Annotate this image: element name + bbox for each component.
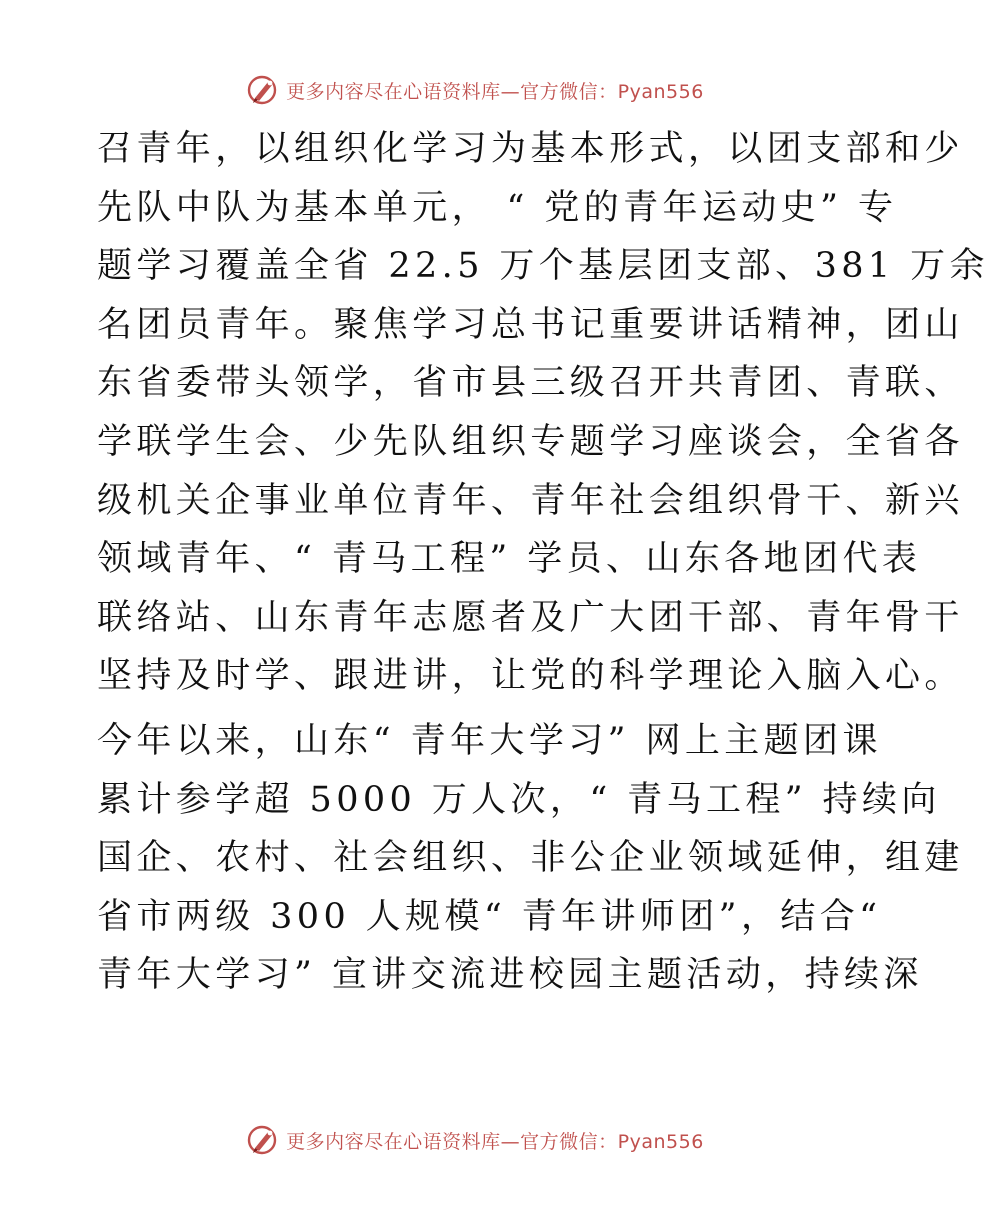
text-line: 先队中队为基本单元， “ 党的青年运动史” 专 <box>97 187 898 228</box>
paragraph-1 <box>97 120 989 706</box>
text-line: 联络站、山东青年志愿者及广大团干部、青年骨干 <box>97 597 964 638</box>
text-line: 领域青年、“ 青马工程” 学员、山东各地团代表 <box>97 539 922 580</box>
document-body <box>97 120 989 1005</box>
text-line: 省市两级 300 人规模“ 青年讲师团”，结合“ <box>97 896 882 937</box>
text-line: 国企、农村、社会组织、非公企业领域延伸，组建 <box>97 838 964 879</box>
footer-contact: 官方微信：Pyan556 <box>520 1130 704 1153</box>
text-line: 名团员青年。聚焦学习总书记重要讲话精神，团山 <box>97 304 964 345</box>
text-line: 题学习覆盖全省 22.5 万个基层团支部、381 万余 <box>97 246 989 287</box>
text-line: 坚持及时学、跟进讲，让党的科学理论入脑入心。 <box>97 656 964 697</box>
header-banner <box>0 70 950 110</box>
text-line: 东省委带头领学，省市县三级召开共青团、青联、 <box>97 363 964 404</box>
header-dash: — <box>500 80 521 103</box>
text-line: 今年以来，山东“ 青年大学习” 网上主题团课 <box>97 720 882 761</box>
pen-logo-icon <box>246 73 280 107</box>
footer-banner-text <box>286 1127 704 1154</box>
header-contact: 官方微信：Pyan556 <box>520 80 704 103</box>
footer-banner <box>0 1120 950 1160</box>
text-line: 青年大学习” 宣讲交流进校园主题活动，持续深 <box>97 955 923 996</box>
footer-site-name: 更多内容尽在心语资料库 <box>286 1130 501 1153</box>
text-line: 学联学生会、少先队组织专题学习座谈会，全省各 <box>97 421 964 462</box>
footer-dash: — <box>500 1130 521 1153</box>
text-line: 级机关企事业单位青年、青年社会组织骨干、新兴 <box>97 480 964 521</box>
paragraph-2 <box>97 712 964 1005</box>
header-banner-text <box>286 77 704 104</box>
header-site-name: 更多内容尽在心语资料库 <box>286 80 501 103</box>
text-line: 召青年，以组织化学习为基本形式，以团支部和少 <box>97 129 964 169</box>
pen-logo-icon <box>246 1123 280 1157</box>
text-line: 累计参学超 5000 万人次，“ 青马工程” 持续向 <box>97 779 941 820</box>
